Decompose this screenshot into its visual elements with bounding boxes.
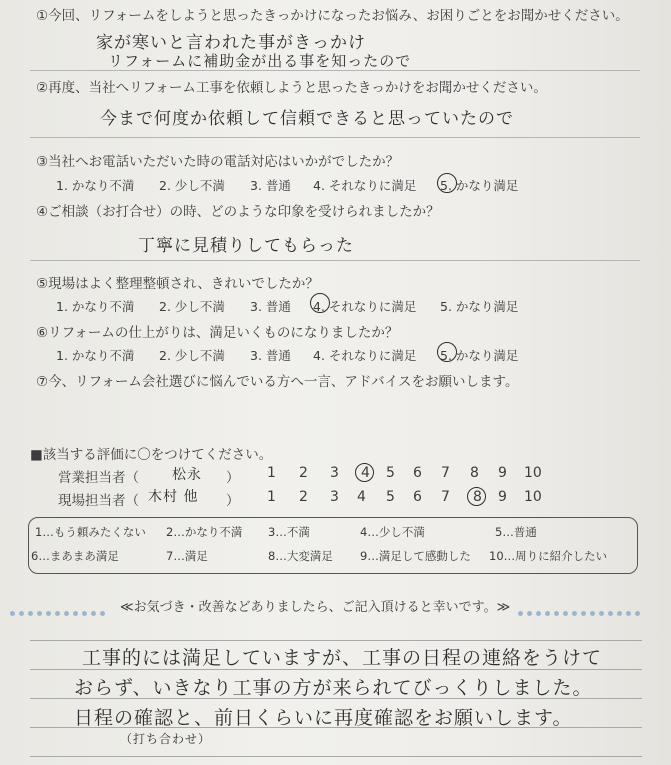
question-2-answer: 今まで何度か依頼して信頼できると思っていたので <box>100 109 514 129</box>
answer-rule <box>30 137 640 138</box>
option-4: 4. それなりに満足 <box>313 348 417 363</box>
option-5: 5. かなり満足 <box>440 299 519 314</box>
sales-rating-10: 10 <box>524 465 542 481</box>
option-1: 1. かなり不満 <box>56 178 135 193</box>
question-6-options <box>56 346 616 364</box>
sales-rating-1: 1 <box>267 465 276 481</box>
feedback-rule <box>30 640 642 641</box>
option-4: 4. それなりに満足 <box>313 299 417 314</box>
option-2: 2. 少し不満 <box>159 348 225 363</box>
legend-item: 3…不満 <box>268 525 310 539</box>
site-rep-close: ） <box>226 493 240 509</box>
site-rating-1: 1 <box>267 489 276 505</box>
feedback-line-3: 日程の確認と、前日くらいに再度確認をお願いします。 <box>74 707 573 729</box>
question-3-label: ③当社へお電話いただいた時の電話対応はいかがでしたか？ <box>36 154 400 170</box>
legend-item: 10…周りに紹介したい <box>489 549 608 563</box>
option-3: 3. 普通 <box>250 299 291 314</box>
option-1: 1. かなり不満 <box>56 299 135 314</box>
site-rating-10: 10 <box>524 489 542 505</box>
legend-item: 2…かなり不満 <box>166 525 243 539</box>
sales-rating-4: 4 <box>361 465 370 481</box>
option-3: 3. 普通 <box>250 178 291 193</box>
question-5-label: ⑤現場はよく整理整頓され、きれいでしたか？ <box>36 276 319 292</box>
legend-item: 1…もう頼みたくない <box>35 525 146 539</box>
site-rating-7: 7 <box>441 489 450 505</box>
legend-item: 5…普通 <box>495 525 537 539</box>
site-rating-4: 4 <box>357 489 366 505</box>
sales-rating-9: 9 <box>498 465 507 481</box>
legend-item: 6…まあまあ満足 <box>31 549 119 563</box>
sales-rep-close: ） <box>226 470 240 486</box>
question-1-label: ①今回、リフォームをしようと思ったきっかけになったお悩み、お困りごとをお聞かせください。 <box>36 8 629 24</box>
site-rating-5: 5 <box>386 489 395 505</box>
sales-rating-6: 6 <box>413 465 422 481</box>
sales-rating-2: 2 <box>299 465 308 481</box>
question-5-options <box>56 297 616 315</box>
question-7-label: ⑦今、リフォーム会社選びに悩んでいる方へ一言、アドバイスをお願いします。 <box>36 374 519 390</box>
question-6-label: ⑥リフォームの仕上がりは、満足いくものになりましたか？ <box>36 325 399 341</box>
site-rating-9: 9 <box>498 489 507 505</box>
option-2: 2. 少し不満 <box>159 178 225 193</box>
option-3: 3. 普通 <box>250 348 291 363</box>
option-4: 4. それなりに満足 <box>313 178 417 193</box>
legend-item: 7…満足 <box>166 549 208 563</box>
option-5: 5. かなり満足 <box>440 348 519 363</box>
dots-decoration-right <box>518 601 644 607</box>
feedback-note: （打ち合わせ） <box>120 732 212 746</box>
selection-circle <box>437 173 457 193</box>
feedback-line-2: おらず、いきなり工事の方が来られてびっくりしました。 <box>74 677 593 699</box>
rating-heading: ■該当する評価に〇をつけてください。 <box>30 447 273 463</box>
dots-decoration-left <box>10 601 109 607</box>
site-rep-name: 木村 他 <box>148 489 199 505</box>
question-1-answer-line-1: 家が寒いと言われた事がきっかけ <box>96 33 366 53</box>
feedback-banner: ≪お気づき・改善などありましたら、ご記入頂けると幸いです。≫ <box>120 600 511 615</box>
rating-legend-box <box>28 517 638 574</box>
legend-item: 4…少し不満 <box>360 525 425 539</box>
sales-rep-name: 松永 <box>172 467 202 483</box>
answer-rule <box>30 70 640 71</box>
feedback-rule <box>30 756 642 757</box>
option-2: 2. 少し不満 <box>159 299 225 314</box>
site-rating-6: 6 <box>413 489 422 505</box>
site-rating-8: 8 <box>473 489 482 505</box>
feedback-line-1: 工事的には満足していますが、工事の日程の連絡をうけて <box>82 647 603 669</box>
sales-rating-5: 5 <box>386 465 395 481</box>
selection-circle <box>310 293 330 313</box>
sales-rating-7: 7 <box>441 465 450 481</box>
sales-rating-8: 8 <box>470 465 479 481</box>
site-rating-2: 2 <box>299 489 308 505</box>
option-1: 1. かなり不満 <box>56 348 135 363</box>
option-5: 5. かなり満足 <box>440 178 519 193</box>
question-4-answer: 丁寧に見積りしてもらった <box>138 236 354 256</box>
question-1-answer-line-2: リフォームに補助金が出る事を知ったので <box>108 52 412 70</box>
legend-item: 9…満足して感動した <box>360 549 471 563</box>
site-rep-label: 現場担当者（ <box>58 493 139 509</box>
site-rating-3: 3 <box>330 489 339 505</box>
legend-item: 8…大変満足 <box>268 549 333 563</box>
selection-circle <box>437 342 457 362</box>
question-3-options <box>56 176 616 194</box>
sales-rating-3: 3 <box>330 465 339 481</box>
selection-circle <box>467 487 486 506</box>
selection-circle <box>355 463 374 482</box>
question-4-label: ④ご相談（お打合せ）の時、どのような印象を受けられましたか？ <box>36 204 440 220</box>
answer-rule <box>30 260 640 261</box>
sales-rep-label: 営業担当者（ <box>58 470 139 486</box>
question-2-label: ②再度、当社へリフォーム工事を依頼しようと思ったきっかけをお聞かせください。 <box>36 80 547 96</box>
